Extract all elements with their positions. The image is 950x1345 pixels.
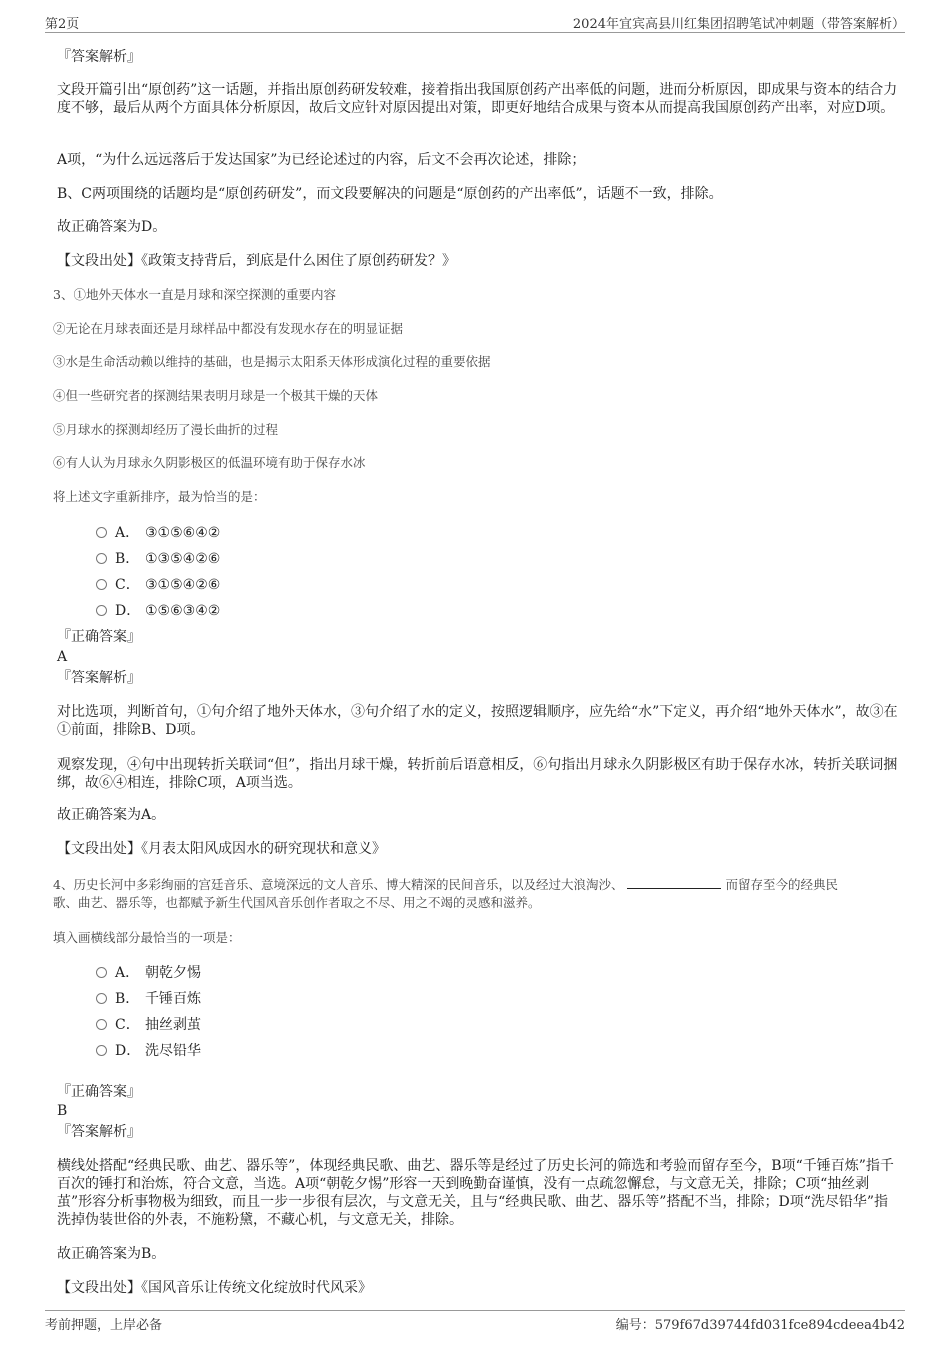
radio-icon[interactable] (96, 605, 107, 616)
option-text: ③①⑤⑥④② (145, 525, 221, 541)
radio-icon[interactable] (96, 527, 107, 538)
q3-stem-6: ⑥有人认为月球永久阴影极区的低温环境有助于保存水冰 (53, 455, 366, 470)
q3-analysis-label: 『答案解析』 (57, 670, 141, 686)
option-text: 千锤百炼 (145, 991, 201, 1007)
footer-slogan: 考前押题，上岸必备 (45, 1318, 163, 1333)
option-text: 抽丝剥茧 (145, 1017, 201, 1033)
q4-analysis-p1: 横线处搭配“经典民歌、曲艺、器乐等”，体现经典民歌、曲艺、器乐等是经过了历史长河的筛选和考验而留存至今，B项“千锤百炼”指千百次的锤打和治炼，符合文意，当选。A项“朝乾夕惕”形容一天到晚勤奋谨慎，没有一点疏忽懈怠，与文意无关，排除；C项“抽丝剥茧”形容分析事物极为细致，而且一步一步很有层次，与文意无关，且与“经典民歌、曲艺、器乐等”搭配不当，排除；D项“洗尽铅华”指洗掉伪装世俗的外表，不施粉黛，不藏心机，与文意无关，排除。 (57, 1158, 894, 1228)
q3-option-b[interactable]: B． ①③⑤④②⑥ (96, 549, 220, 569)
q4-source: 【文段出处】《国风音乐让传统文化绽放时代风采》 (57, 1280, 372, 1296)
q3-prompt: 将上述文字重新排序，最为恰当的是： (53, 489, 266, 504)
q4-prompt: 填入画横线部分最恰当的一项是： (53, 930, 241, 945)
q3-stem-3: ③水是生命活动赖以维持的基础，也是揭示太阳系天体形成演化过程的重要依据 (53, 354, 491, 369)
q4-option-b[interactable]: B． 千锤百炼 (96, 989, 201, 1009)
q3-stem-4: ④但一些研究者的探测结果表明月球是一个极其干燥的天体 (53, 388, 379, 403)
q3-analysis-p3: 故正确答案为A。 (57, 807, 166, 823)
page-number: 第2页 (45, 17, 80, 32)
q4-option-d[interactable]: D． 洗尽铅华 (96, 1041, 201, 1061)
q2-analysis-p3: B、C两项围绕的话题均是“原创药研发”，而文段要解决的问题是“原创药的产出率低”，话题不一致，排除。 (57, 186, 723, 202)
q2-analysis-p4: 故正确答案为D。 (57, 219, 167, 235)
q3-stem-5: ⑤月球水的探测却经历了漫长曲折的过程 (53, 422, 279, 437)
header-divider (45, 32, 905, 33)
q2-analysis-p1: 文段开篇引出“原创药”这一话题，并指出原创药研发较难，接着指出我国原创药产出率低的问题，进而分析原因，即成果与资本的结合力度不够，最后从两个方面具体分析原因，故后文应针对原因提出对策，即更好地结合成果与资本从而提高我国原创药产出率，对应D项。 (57, 82, 898, 116)
page-header (45, 13, 905, 33)
q3-answer-label: 『正确答案』 (57, 629, 141, 645)
q2-analysis-label: 『答案解析』 (57, 49, 141, 65)
q4-option-a[interactable]: A． 朝乾夕惕 (96, 963, 201, 983)
q2-source: 【文段出处】《政策支持背后，到底是什么困住了原创药研发？》 (57, 253, 456, 269)
q3-stem-1: 3、①地外天体水一直是月球和深空探测的重要内容 (53, 287, 336, 302)
q2-analysis-p2: A项，“为什么远远落后于发达国家”为已经论述过的内容，后文不会再次论述，排除； (57, 152, 586, 168)
radio-icon[interactable] (96, 579, 107, 590)
document-title: 2024年宜宾高县川红集团招聘笔试冲刺题（带答案解析） (572, 17, 905, 32)
q4-answer: B (57, 1103, 68, 1119)
answer-blank (627, 875, 721, 889)
option-text: 朝乾夕惕 (145, 965, 201, 981)
q4-answer-label: 『正确答案』 (57, 1084, 141, 1100)
option-text: ③①⑤④②⑥ (145, 577, 221, 593)
radio-icon[interactable] (96, 1045, 107, 1056)
option-text: 洗尽铅华 (145, 1043, 201, 1059)
footer-divider (45, 1310, 905, 1311)
q3-analysis-p2: 观察发现，④句中出现转折关联词“但”，指出月球干燥，转折前后语意相反，⑥句指出月球永久阴影极区有助于保存水冰，转折关联词捆绑，故⑥④相连，排除C项，A项当选。 (57, 757, 898, 791)
q3-option-d[interactable]: D． ①⑤⑥③④② (96, 601, 220, 621)
q3-source: 【文段出处】《月表太阳风成因水的研究现状和意义》 (57, 841, 386, 857)
option-text: ①③⑤④②⑥ (145, 551, 221, 567)
option-text: ①⑤⑥③④② (145, 603, 221, 619)
q4-analysis-label: 『答案解析』 (57, 1124, 141, 1140)
q3-stem-2: ②无论在月球表面还是月球样品中都没有发现水存在的明显证据 (53, 321, 404, 336)
q4-analysis-p2: 故正确答案为B。 (57, 1246, 166, 1262)
q3-analysis-p1: 对比选项，判断首句，①句介绍了地外天体水，③句介绍了水的定义，按照逻辑顺序，应先给“水”下定义，再介绍“地外天体水”，故③在①前面，排除B、D项。 (57, 704, 898, 738)
q4-stem: 4、历史长河中多彩绚丽的宫廷音乐、意境深远的文人音乐、博大精深的民间音乐，以及经过大浪淘沙、 而留存至今的经典民 歌、曲艺、器乐等，也都赋予新生代国风音乐创作者取之不尽、用之不竭的灵感和滋养。 (53, 877, 838, 910)
document-id: 编号：579f67d39744fd031fce894cdeea4b42 (615, 1318, 905, 1333)
radio-icon[interactable] (96, 553, 107, 564)
radio-icon[interactable] (96, 1019, 107, 1030)
radio-icon[interactable] (96, 967, 107, 978)
q3-option-a[interactable]: A． ③①⑤⑥④② (96, 523, 220, 543)
q3-answer: A (57, 649, 68, 665)
q3-option-c[interactable]: C． ③①⑤④②⑥ (96, 575, 220, 595)
radio-icon[interactable] (96, 993, 107, 1004)
q4-option-c[interactable]: C． 抽丝剥茧 (96, 1015, 201, 1035)
